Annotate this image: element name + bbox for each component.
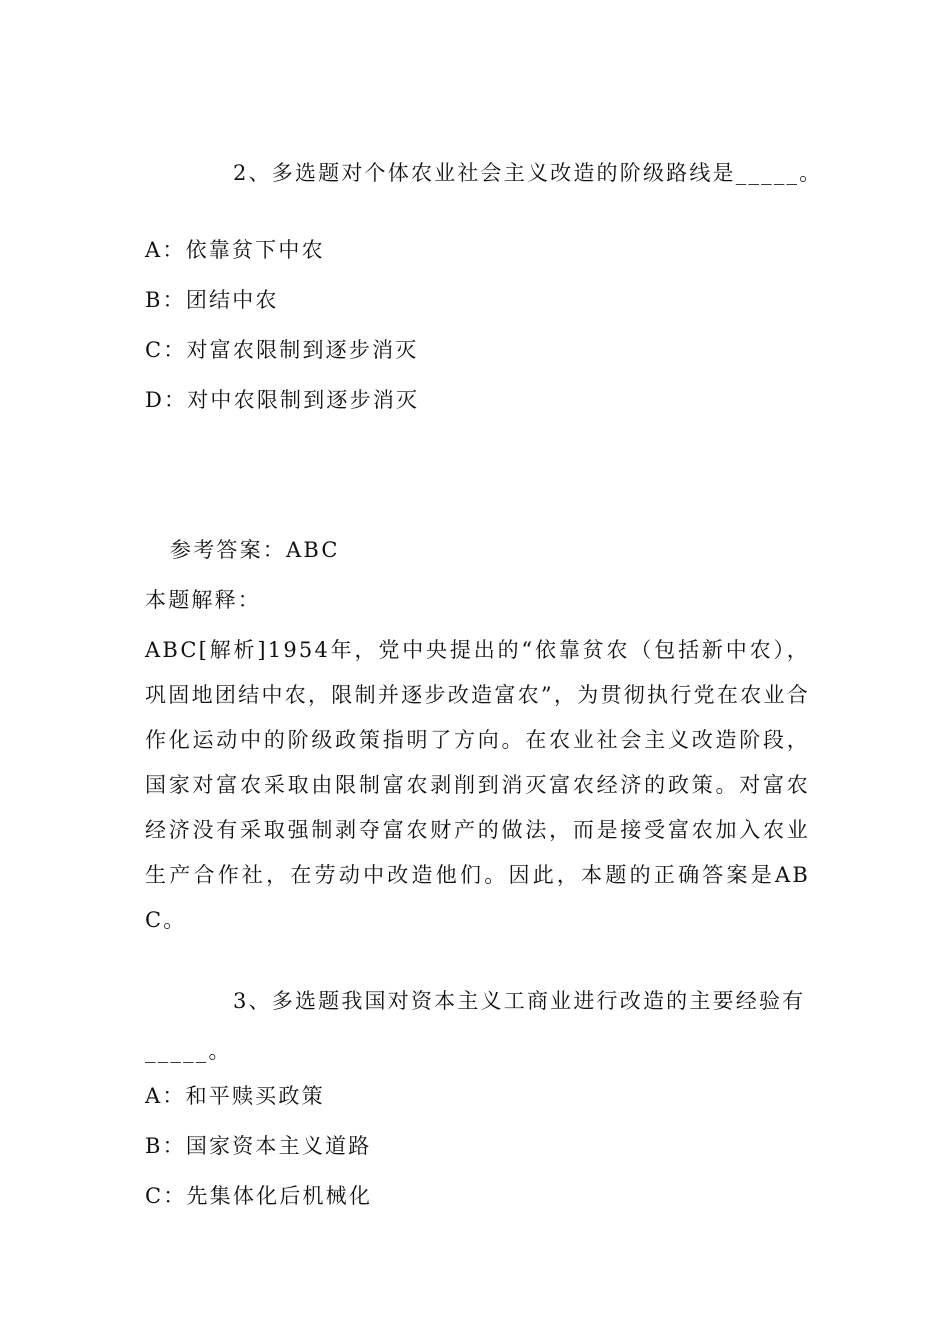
question-2-answer: 参考答案：ABC (170, 538, 340, 562)
question-2-option-a: A：依靠贫下中农 (145, 238, 325, 262)
question-2-title: 2、多选题对个体农业社会主义改造的阶级路线是_____。 (233, 161, 823, 185)
question-2-option-b: B：团结中农 (145, 288, 279, 312)
question-2-explanation-label: 本题解释： (145, 588, 261, 612)
question-2-explanation: ABC[解析]1954年，党中央提出的“依靠贫农（包括新中农），巩固地团结中农，限制并逐步改造富农”，为贯彻执行党在农业合作化运动中的阶级政策指明了方向。在农业社会主义改造阶段，国家对富农采取由限制富农剥削到消灭富农经济的政策。对富农经济没有采取强制剥夺富农财产的做法，而是接受富农加入农业生产合作社，在劳动中改造他们。因此，本题的正确答案是ABC。 (145, 638, 810, 932)
question-3-option-a: A：和平赎买政策 (145, 1084, 325, 1108)
question-3-option-b: B：国家资本主义道路 (145, 1134, 372, 1158)
question-3-title: 3、多选题我国对资本主义工商业进行改造的主要经验有_____。 (145, 989, 806, 1063)
question-3-option-c: C：先集体化后机械化 (145, 1184, 373, 1208)
question-2-option-d: D：对中农限制到逐步消灭 (145, 388, 420, 412)
question-2-option-c: C：对富农限制到逐步消灭 (145, 338, 419, 362)
